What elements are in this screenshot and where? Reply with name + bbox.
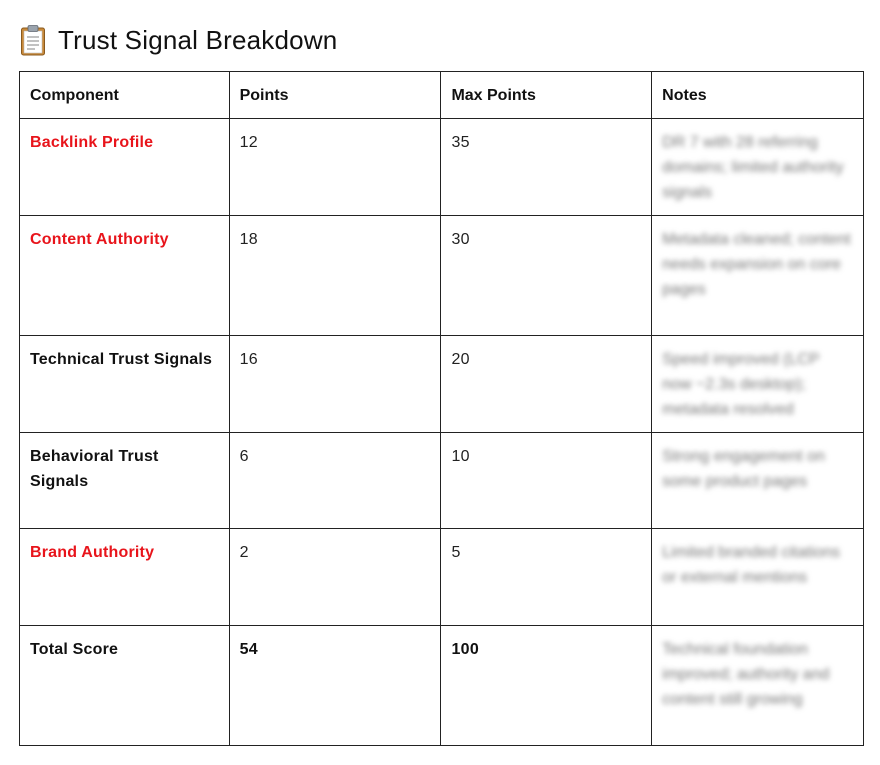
title-row [20,22,337,58]
points-cell: 6 [229,433,441,529]
component-cell: Behavioral Trust Signals [20,433,230,529]
total-max-points-cell: 100 [441,626,652,746]
notes-cell: Speed improved (LCP now ~2.3s desktop); metadata resolved [652,336,864,433]
table-row [20,626,864,746]
table-row [20,336,864,433]
header-points: Points [229,72,441,119]
notes-cell: Limited branded citations or external mentions [652,529,864,626]
notes-cell: Metadata cleaned; content needs expansion on core pages [652,216,864,336]
table-header-row [20,72,864,119]
points-cell: 12 [229,119,441,216]
max-points-cell: 10 [441,433,652,529]
notes-cell: Strong engagement on some product pages [652,433,864,529]
points-cell: 18 [229,216,441,336]
points-cell: 2 [229,529,441,626]
header-max-points: Max Points [441,72,652,119]
header-component: Component [20,72,230,119]
max-points-cell: 30 [441,216,652,336]
max-points-cell: 20 [441,336,652,433]
table-row [20,216,864,336]
table-row [20,119,864,216]
total-points-cell: 54 [229,626,441,746]
notes-cell: DR 7 with 28 referring domains; limited authority signals [652,119,864,216]
max-points-cell: 35 [441,119,652,216]
notes-cell: Technical foundation improved; authority and content still growing [652,626,864,746]
points-cell: 16 [229,336,441,433]
total-score-label: Total Score [20,626,230,746]
component-cell: Brand Authority [20,529,230,626]
component-cell: Technical Trust Signals [20,336,230,433]
max-points-cell: 5 [441,529,652,626]
header-notes: Notes [652,72,864,119]
table-row [20,529,864,626]
clipboard-icon [20,24,46,56]
component-cell: Content Authority [20,216,230,336]
table-row [20,433,864,529]
page-title: Trust Signal Breakdown [58,24,338,55]
trust-signal-table [19,71,864,746]
component-cell: Backlink Profile [20,119,230,216]
